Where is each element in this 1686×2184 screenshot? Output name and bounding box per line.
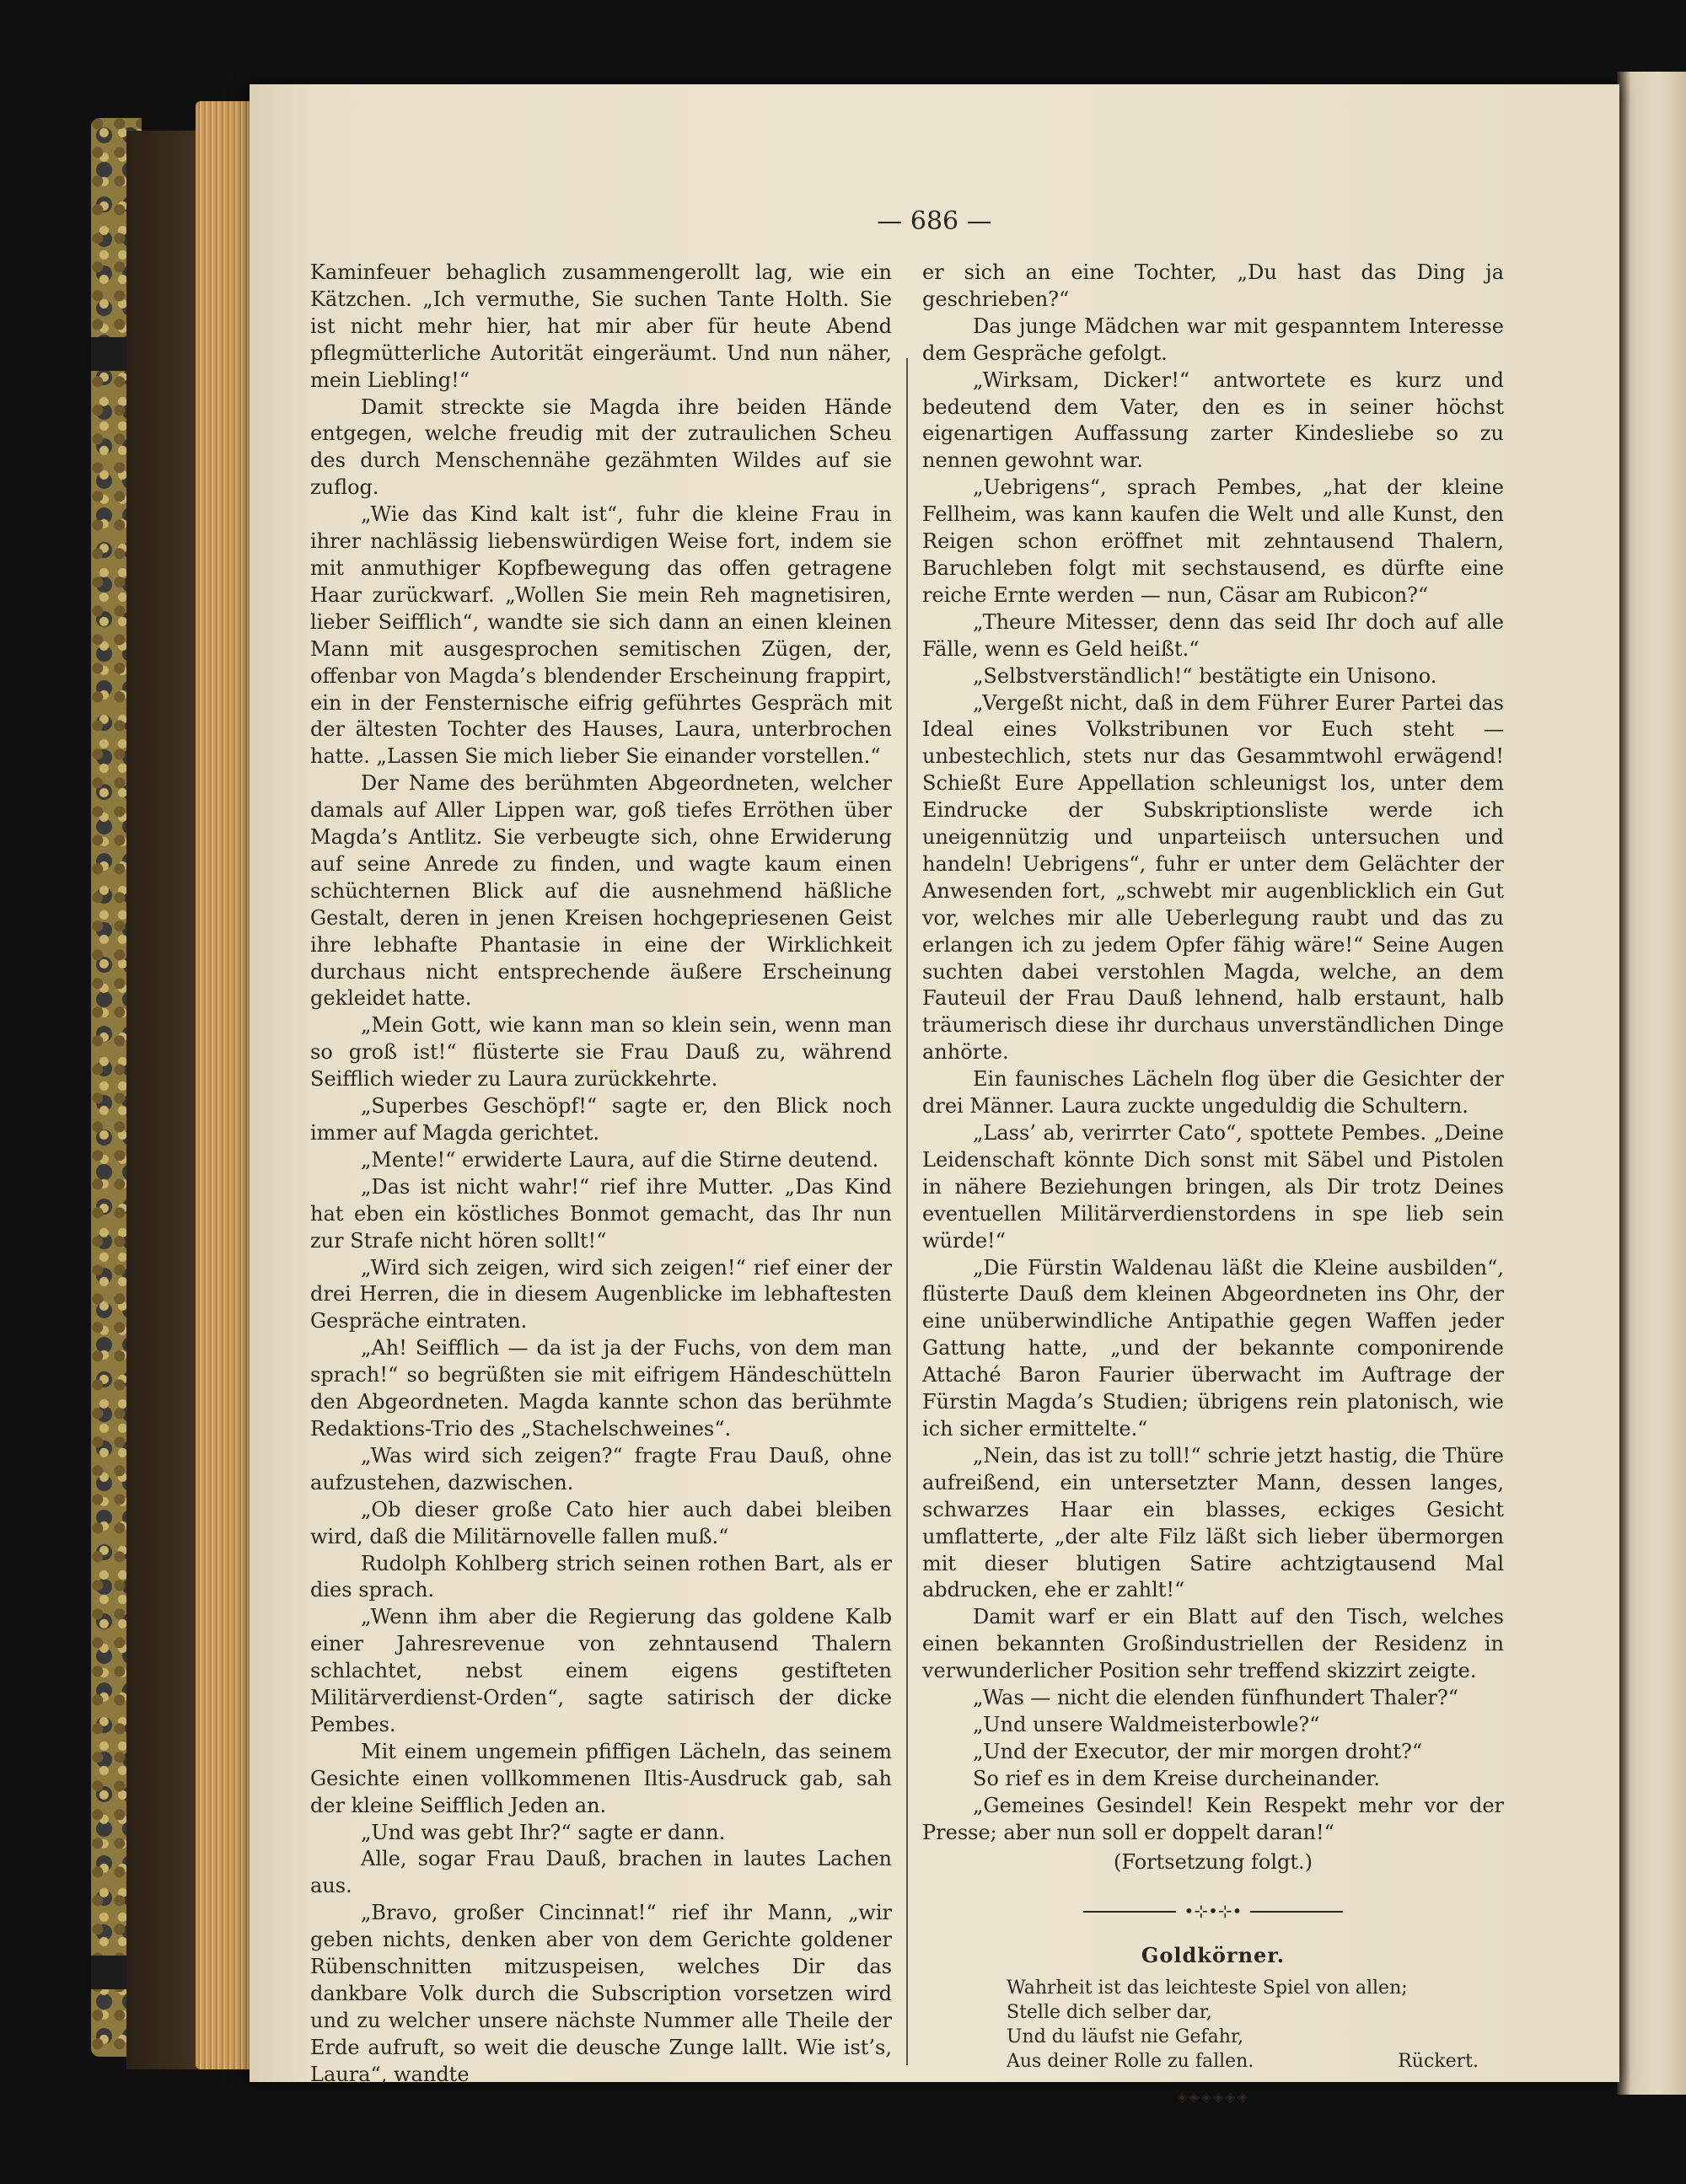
paragraph: er sich an eine Tochter, „Du hast das Ding ja geschrieben?“ bbox=[922, 260, 1504, 311]
poem-line: Wahrheit ist das leichteste Spiel von allen; bbox=[1007, 1977, 1408, 1999]
bottom-ornament: ◈◈◈◈◈◈ bbox=[1177, 2089, 1249, 2106]
paragraph: „Gemeines Gesindel! Kein Respekt mehr vor der Presse; aber nun soll er doppelt daran!“ bbox=[922, 1793, 1504, 1844]
paragraph: „Wenn ihm aber die Regierung das goldene Kalb einer Jahresrevenue von zehntausend Thalern schlachtet, nebst einem eigens gestifteten Militärverdienst-Orden“, sagte satirisch der dicke Pembes. bbox=[310, 1605, 892, 1736]
ornament-glyph: •⊹•⊹• bbox=[1184, 1901, 1243, 1922]
paragraph: „Was wird sich zeigen?“ fragte Frau Dauß, ohne aufzustehen, dazwischen. bbox=[310, 1443, 892, 1494]
paragraph: „Uebrigens“, sprach Pembes, „hat der kleine Fellheim, was kann kaufen die Welt und alle Kunst, den Reigen schon eröffnet mit zehntausend Thalern, Baruchleben folgt mit sechstausend, es dürfte eine reiche Ernte werden — nun, Cäsar am Rubicon?“ bbox=[922, 475, 1504, 607]
poem-line: Aus deiner Rolle zu fallen. bbox=[1007, 2051, 1254, 2073]
paragraph: „Selbstverständlich!“ bestätigte ein Unisono. bbox=[973, 663, 1437, 688]
ornament-rule-right bbox=[1250, 1911, 1343, 1913]
facing-page-edge bbox=[1617, 72, 1686, 2095]
book-page bbox=[250, 84, 1619, 2106]
paragraph: „Wirksam, Dicker!“ antwortete es kurz und bedeutend dem Vater, den es in seiner höchst eigenartigen Auffassung zarter Kindesliebe so zu nennen gewohnt war. bbox=[922, 368, 1504, 473]
goldkoerner-title: Goldkörner. bbox=[1141, 1943, 1286, 1968]
paragraph: Mit einem ungemein pfiffigen Lächeln, das seinem Gesichte einen vollkommenen Iltis-Ausdruck gab, sah der kleine Seifflich Jeden an. bbox=[310, 1739, 892, 1817]
paragraph: Rudolph Kohlberg strich seinen rothen Bart, als er dies sprach. bbox=[310, 1551, 892, 1602]
paragraph: „Theure Mitesser, denn das seid Ihr doch auf alle Fälle, wenn es Geld heißt.“ bbox=[922, 609, 1504, 661]
paragraph: „Was — nicht die elenden fünfhundert Thaler?“ bbox=[973, 1686, 1459, 1710]
goldkoerner-poem bbox=[1007, 1976, 1504, 2074]
column-divider bbox=[906, 358, 908, 2065]
paragraph: Alle, sogar Frau Dauß, brachen in lautes Lachen aus. bbox=[310, 1847, 892, 1898]
paragraph: „Wie das Kind kalt ist“, fuhr die kleine Frau in ihrer nachlässig liebenswürdigen Weise fort, indem sie mit anmuthiger Kopfbewegung das offen getragene Haar zurückwarf. „Wollen Sie mein Reh magnetisiren, lieber Seifflich“, wandte sie sich dann an einen kleinen Mann mit ausgesprochen semitischen Zügen, der, offenbar von Magda’s blendender Erscheinung frappirt, ein in der Fensternische eifrig geführtes Gespräch mit der ältesten Tochter des Hauses, Laura, unterbrochen hatte. „Lassen Sie mich lieber Sie einander vorstellen.“ bbox=[310, 502, 892, 769]
paragraph: „Lass’ ab, verirrter Cato“, spottete Pembes. „Deine Leidenschaft könnte Dich sonst mit Säbel und Pistolen in nähere Beziehungen bringen, als Dir trotz Deines eventuellen Militärverdienstordens in spe lieb sein würde!“ bbox=[922, 1121, 1504, 1253]
paragraph: Kaminfeuer behaglich zusammengerollt lag, wie ein Kätzchen. „Ich vermuthe, Sie suchen Tante Holth. Sie ist nicht mehr hier, hat mir aber für heute Abend pflegmütterliche Autorität eingeräumt. Und nun näher, mein Liebling!“ bbox=[310, 260, 892, 392]
poem-author: Rückert. bbox=[1398, 2051, 1479, 2073]
paragraph: „Ah! Seifflich — da ist ja der Fuchs, von dem man sprach!“ so begrüßten sie mit eifrigem Händeschütteln den Abgeordneten. Magda kannte schon das berühmte Redaktions-Trio des „Stachelschweines“. bbox=[310, 1336, 892, 1441]
paragraph: Das junge Mädchen war mit gespanntem Interesse dem Gespräche gefolgt. bbox=[922, 314, 1504, 365]
paragraph: So rief es in dem Kreise durcheinander. bbox=[973, 1766, 1380, 1790]
page-number: — 686 — bbox=[877, 207, 992, 236]
poem-line: Und du läufst nie Gefahr, bbox=[1007, 2026, 1243, 2048]
paragraph: Damit warf er ein Blatt auf den Tisch, welches einen bekannten Großindustriellen der Residenz in verwunderlicher Position sehr treffend skizzirt zeigte. bbox=[922, 1605, 1504, 1683]
right-column bbox=[922, 260, 1504, 2111]
right-column-text bbox=[922, 260, 1504, 1846]
paragraph: „Ob dieser große Cato hier auch dabei bleiben wird, daß die Militärnovelle fallen muß.“ bbox=[310, 1497, 892, 1548]
continuation-note: (Fortsetzung folgt.) bbox=[1114, 1850, 1313, 1875]
poem-line: Stelle dich selber dar, bbox=[1007, 2002, 1212, 2024]
paragraph: Damit streckte sie Magda ihre beiden Hände entgegen, welche freudig mit der zutraulichen Scheu des durch Menschennähe gezähmten Wildes auf sie zuflog. bbox=[310, 394, 892, 500]
paragraph: „Bravo, großer Cincinnat!“ rief ihr Mann, „wir geben nichts, denken aber von dem Gerichte goldener Rübenschnitten mitzuspeisen, welches Dir das dankbare Volk durch die Subscription vorsetzen wird und zu welcher unsere nächste Nummer alle Theile der Erde aufruft, so weit die deusche Zunge lallt. Wie ist’s, Laura“, wandte bbox=[310, 1901, 892, 2086]
divider-ornament bbox=[922, 1898, 1504, 1925]
paragraph: „Nein, das ist zu toll!“ schrie jetzt hastig, die Thüre aufreißend, ein untersetzter Mann, dessen langes, schwarzes Haar ein blasses, eckiges Gesicht umflatterte, „der alte Filz läßt sich lieber übermorgen mit dieser blutigen Satire achtzigtausend Mal abdrucken, ehe er zahlt!“ bbox=[922, 1443, 1504, 1602]
paragraph: „Und unsere Waldmeisterbowle?“ bbox=[973, 1712, 1320, 1736]
paragraph: „Wird sich zeigen, wird sich zeigen!“ rief einer der drei Herren, die in diesem Augenblicke im lebhaftesten Gespräche eintraten. bbox=[310, 1255, 892, 1333]
paragraph: „Mein Gott, wie kann man so klein sein, wenn man so groß ist!“ flüsterte sie Frau Dauß zu, während Seifflich wieder zu Laura zurückkehrte. bbox=[310, 1013, 892, 1092]
paragraph: Ein faunisches Lächeln flog über die Gesichter der drei Männer. Laura zuckte ungeduldig die Schultern. bbox=[922, 1067, 1504, 1119]
paragraph: „Mente!“ erwiderte Laura, auf die Stirne deutend. bbox=[361, 1147, 879, 1172]
left-column bbox=[310, 260, 892, 2089]
paragraph: „Superbes Geschöpf!“ sagte er, den Blick noch immer auf Magda gerichtet. bbox=[310, 1094, 892, 1145]
paragraph: „Die Fürstin Waldenau läßt die Kleine ausbilden“, flüsterte Dauß dem kleinen Abgeordneten ins Ohr, der eine unüberwindliche Antipathie gegen Waffen jeder Gattung hatte, „und der bekannte componirende Attaché Baron Faurier überwacht im Auftrage der Fürstin Magda’s Studien; übrigens rein platonisch, wie ich sicher ermittelte.“ bbox=[922, 1255, 1504, 1441]
paragraph: „Und der Executor, der mir morgen droht?“ bbox=[973, 1739, 1423, 1763]
paragraph: Der Name des berühmten Abgeordneten, welcher damals auf Aller Lippen war, goß tiefes Erröthen über Magda’s Antlitz. Sie verbeugte sich, ohne Erwiderung auf seine Anrede zu finden, und wagte kaum einen schüchternen Blick auf die ausnehmend häßliche Gestalt, deren in jenen Kreisen hochgepriesenen Geist ihre lebhafte Phantasie in eine der Wirklichkeit durchaus nicht entsprechende äußere Erscheinung gekleidet hatte. bbox=[310, 771, 892, 1011]
ornament-rule-left bbox=[1083, 1911, 1176, 1913]
paragraph: „Das ist nicht wahr!“ rief ihre Mutter. „Das Kind hat eben ein köstliches Bonmot gemacht, das Ihr nun zur Strafe nicht hören sollt!“ bbox=[310, 1174, 892, 1253]
paragraph: „Und was gebt Ihr?“ sagte er dann. bbox=[361, 1820, 726, 1844]
paragraph: „Vergeßt nicht, daß in dem Führer Eurer Partei das Ideal eines Volkstribunen vor Euch steht — unbestechlich, stets nur das Gesammtwohl erwägend! Schießt Eure Appellation schleunigst los, unter dem Eindrucke der Subskriptionsliste werde ich uneigennützig und unparteiisch untersuchen und handeln! Uebrigens“, fuhr er unter dem Gelächter der Anwesenden fort, „schwebt mir augenblicklich ein Gut vor, welches mir alle Ueberlegung raubt und das zu erlangen ich zu jedem Opfer fähig wäre!“ Seine Augen suchten dabei verstohlen Magda, welche, an dem Fauteuil der Frau Dauß lehnend, halb erstaunt, halb träumerisch diese ihr durchaus unverständlichen Dinge anhörte. bbox=[922, 690, 1504, 1065]
